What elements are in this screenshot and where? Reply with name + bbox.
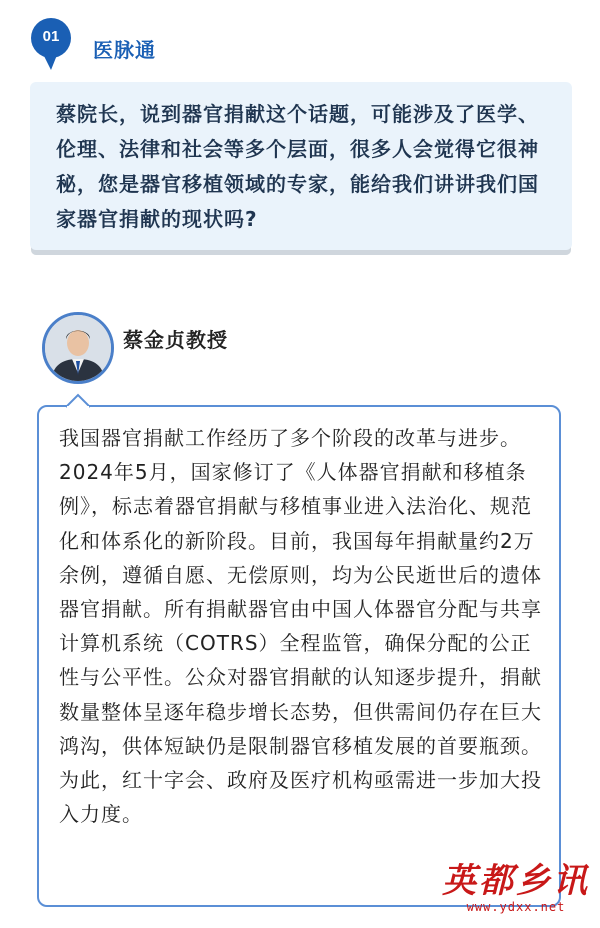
bubble-pointer-icon — [66, 393, 90, 409]
person-portrait-icon — [45, 315, 111, 381]
avatar — [42, 312, 114, 384]
watermark — [436, 862, 596, 914]
speech-bubble-icon — [27, 18, 75, 76]
watermark-title: 英都乡讯 — [442, 861, 590, 901]
answer-text: 我国器官捐献工作经历了多个阶段的改革与进步。2024年5月，国家修订了《人体器官捐献和移植条例》，标志着器官捐献与移植事业进入法治化、规范化和体系化的新阶段。目前，我国每年捐献量约2万余例，遵循自愿、无偿原则，均为公民逝世后的遗体器官捐献。所有捐献器官由中国人体器官分配与共享计算机系统（COTRS）全程监管，确保分配的公正性与公平性。公众对器官捐献的认知逐步提升，捐献数量整体呈逐年稳步增长态势，但供需间仍存在巨大鸿沟，供体短缺仍是限制器官移植发展的首要瓶颈。为此，红十字会、政府及医疗机构亟需进一步加大投入力度。 — [59, 426, 542, 827]
question-number-badge — [27, 18, 75, 66]
question-speaker: 医脉通 — [93, 38, 156, 62]
answer-speaker: 蔡金贞教授 — [123, 328, 228, 352]
watermark-url: www.ydxx.net — [466, 900, 566, 914]
question-text: 蔡院长，说到器官捐献这个话题，可能涉及了医学、伦理、法律和社会等多个层面，很多人会觉得它很神秘，您是器官移植领域的专家，能给我们讲讲我们国家器官捐献的现状吗? — [56, 102, 539, 231]
question-number: 01 — [42, 28, 60, 45]
